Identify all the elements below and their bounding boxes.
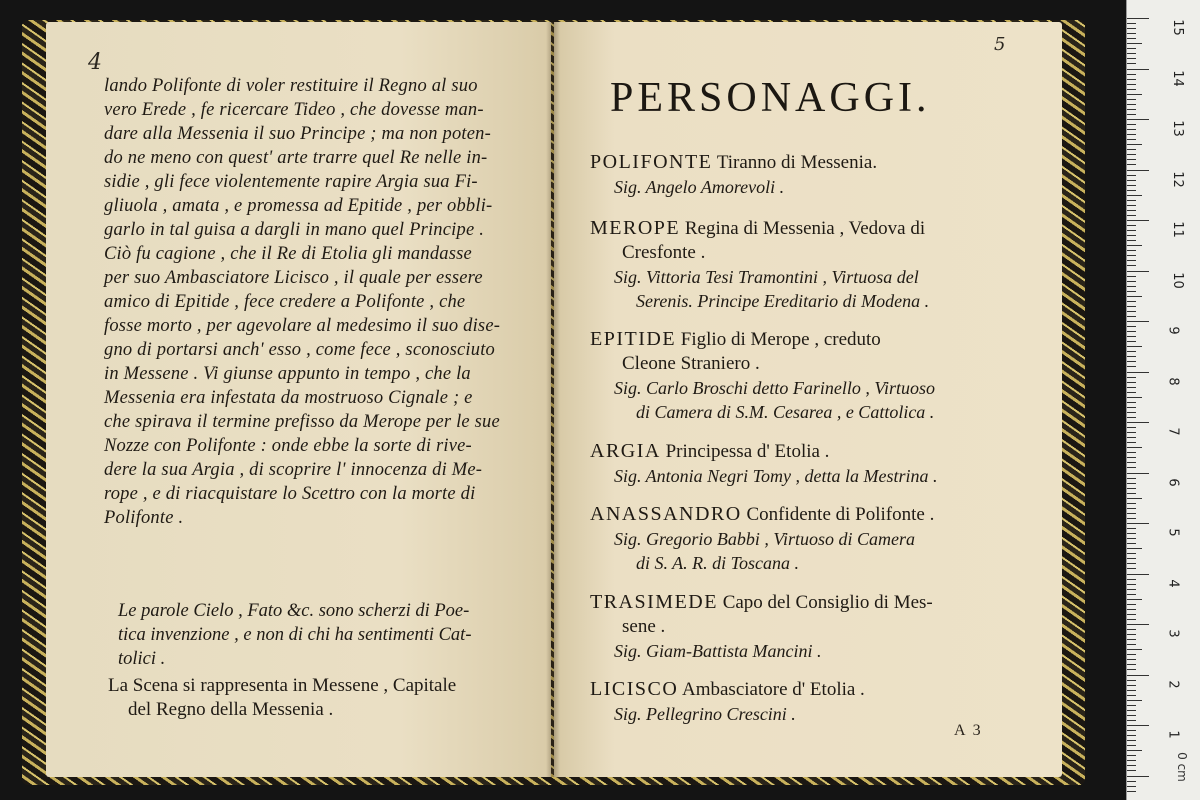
book-gutter [546,22,560,777]
ruler-label: 6 [1165,477,1181,487]
ruler-tick [1127,579,1136,580]
ruler-tick [1127,382,1136,383]
ruler-tick [1127,442,1136,443]
ruler-tick [1127,356,1136,357]
ruler-tick [1127,654,1136,655]
ruler-tick [1127,629,1136,630]
ruler-label: 7 [1165,427,1181,436]
ruler-tick [1127,750,1142,751]
ruler-tick [1127,649,1142,650]
text-line: gno di portarsi anch' esso , come fece , sconosciuto [104,340,495,360]
text-line: dare alla Messenia il suo Principe ; ma non poten- [104,124,491,144]
ruler-label: 13 [1169,120,1185,137]
ruler-tick [1127,392,1136,393]
ruler-tick [1127,745,1136,746]
ruler-tick [1127,457,1136,458]
ruler-tick [1127,23,1136,24]
character-role: Figlio di Merope , creduto [680,329,881,350]
ruler-tick [1127,124,1136,125]
ruler-tick [1127,200,1136,201]
ruler-tick [1127,185,1136,186]
ruler-tick [1127,281,1136,282]
character-entry [590,327,1060,424]
ruler-tick [1127,180,1136,181]
ruler-tick [1127,63,1136,64]
scene-setting [108,674,548,722]
ruler-tick [1127,331,1136,332]
character-role-cont: sene . [622,616,666,637]
ruler-tick [1127,311,1136,312]
character-name: POLIFONTE [590,151,713,173]
character-entry [590,150,1060,199]
right-page [554,22,1062,777]
ruler-tick [1127,518,1136,519]
cast-line: Sig. Giam-Battista Mancini . [614,641,822,661]
ruler-tick [1127,690,1136,691]
page-title: PERSONAGGI. [610,75,931,121]
ruler-tick [1127,715,1136,716]
disclaimer-note [118,599,528,671]
ruler-tick [1127,28,1136,29]
cast-line: Sig. Pellegrino Crescini . [614,704,796,724]
ruler-tick [1127,402,1136,403]
ruler-tick [1127,700,1142,701]
ruler-tick [1127,250,1136,251]
ruler-tick [1127,584,1136,585]
ruler-tick [1127,144,1142,145]
character-name: ARGIA [590,440,661,462]
ruler-label: 3 [1165,629,1181,638]
left-page-number: 4 [88,50,102,75]
character-entry [590,216,1060,313]
text-line: Messenia era infestata da mostruoso Cignale ; e [104,388,473,408]
text-line: do ne meno con quest' arte trarre quel Re nelle in- [104,148,488,168]
ruler-label: 5 [1165,528,1181,537]
ruler-tick [1127,129,1136,130]
ruler-tick [1127,473,1149,474]
ruler-tick [1127,58,1136,59]
ruler-tick [1127,316,1136,317]
open-book [46,22,1062,777]
ruler-tick [1127,695,1136,696]
character-entry [590,677,1060,726]
character-role: Confidente di Polifonte . [746,504,935,525]
text-line: dere la sua Argia , di scoprire l' innocenza di Me- [104,460,483,480]
ruler-tick [1127,478,1136,479]
ruler-tick [1127,69,1149,70]
ruler-tick [1127,33,1136,34]
ruler-tick [1127,488,1136,489]
ruler-tick [1127,614,1136,615]
ruler-tick [1127,346,1142,347]
ruler-tick [1127,235,1136,236]
text-line: che spirava il termine prefisso da Merope per le sue [104,412,500,432]
ruler-tick [1127,548,1142,549]
scale-ruler [1126,0,1200,800]
ruler-tick [1127,685,1136,686]
ruler-label: 10 [1169,271,1185,289]
ruler-tick [1127,265,1136,266]
ruler-tick [1127,452,1136,453]
ruler-tick [1127,366,1136,367]
ruler-tick [1127,296,1142,297]
ruler-tick [1127,669,1136,670]
ruler-tick [1127,53,1136,54]
ruler-tick [1127,639,1136,640]
ruler-tick [1127,321,1149,322]
ruler-tick [1127,503,1136,504]
ruler-tick [1127,407,1136,408]
ruler-tick [1127,387,1136,388]
character-role: Tiranno di Messenia. [716,152,878,173]
ruler-tick [1127,164,1136,165]
ruler-tick [1127,634,1136,635]
character-role: Capo del Consiglio di Mes- [722,592,933,613]
text-line: fosse morto , per agevolare al medesimo il suo dise- [104,316,501,336]
cast-line: Sig. Carlo Broschi detto Farinello , Virtuoso [614,378,935,398]
ruler-label: 8 [1165,376,1181,386]
ruler-tick [1127,589,1136,590]
ruler-tick [1127,245,1142,246]
ruler-tick [1127,149,1136,150]
ruler-tick [1127,765,1136,766]
ruler-tick [1127,619,1136,620]
character-role-cont: Cresfonte . [622,242,706,263]
ruler-tick [1127,48,1136,49]
ruler-tick [1127,760,1136,761]
ruler-tick [1127,215,1136,216]
scene-line: del Regno della Messenia . [128,699,334,720]
ruler-tick [1127,18,1149,19]
cast-line: Serenis. Principe Ereditario di Modena . [636,291,930,311]
ruler-tick [1127,210,1136,211]
ruler-tick [1127,609,1136,610]
left-page [46,22,551,777]
ruler-tick [1127,220,1149,221]
ruler-tick [1127,427,1136,428]
ruler-tick [1127,301,1136,302]
ruler-tick [1127,528,1136,529]
ruler-tick [1127,680,1136,681]
ruler-tick [1127,94,1142,95]
character-entry [590,502,1060,575]
note-line: tolici . [118,649,166,669]
ruler-tick [1127,558,1136,559]
ruler-tick [1127,508,1136,509]
ruler-tick [1127,372,1149,373]
character-name: MEROPE [590,217,681,239]
character-name: TRASIMEDE [590,591,718,613]
text-line: gliuola , amata , e promessa ad Epitide , per obbli- [104,196,493,216]
right-page-number: 5 [994,34,1006,55]
ruler-tick [1127,89,1136,90]
ruler-tick [1127,104,1136,105]
ruler-tick [1127,139,1136,140]
ruler-tick [1127,604,1136,605]
ruler-tick [1127,154,1136,155]
ruler-tick [1127,432,1136,433]
note-line: tica invenzione , e non di chi ha sentimenti Cat- [118,625,472,645]
ruler-tick [1127,781,1136,782]
ruler-tick [1127,361,1136,362]
ruler-label: 1 [1165,730,1181,739]
ruler-tick [1127,730,1136,731]
ruler-label: 15 [1169,19,1185,36]
ruler-label: 14 [1169,69,1185,87]
ruler-tick [1127,786,1136,787]
cast-line: Sig. Antonia Negri Tomy , detta la Mestrina . [614,466,938,486]
text-line: in Messene . Vi giunse appunto in tempo , che la [104,364,471,384]
ruler-tick [1127,43,1142,44]
character-name: EPITIDE [590,328,677,350]
ruler-tick [1127,664,1136,665]
ruler-tick [1127,447,1142,448]
ruler-tick [1127,306,1136,307]
ruler-tick [1127,533,1136,534]
ruler-tick [1127,79,1136,80]
ruler-tick [1127,755,1136,756]
ruler-tick [1127,538,1136,539]
ruler-tick [1127,84,1136,85]
ruler-tick [1127,134,1136,135]
text-line: lando Polifonte di voler restituire il Regno al suo [104,76,478,96]
ruler-label: 12 [1169,170,1185,188]
character-role: Regina di Messenia , Vedova di [684,218,926,239]
ruler-tick [1127,377,1136,378]
character-name: LICISCO [590,678,679,700]
ruler-tick [1127,513,1136,514]
ruler-tick [1127,276,1136,277]
character-role: Principessa d' Etolia . [665,441,830,462]
ruler-tick [1127,594,1136,595]
note-line: Le parole Cielo , Fato &c. sono scherzi di Poe- [118,601,470,621]
ruler-tick [1127,119,1149,120]
character-role-cont: Cleone Straniero . [622,353,760,374]
ruler-tick [1127,467,1136,468]
ruler-tick [1127,644,1136,645]
text-line: amico di Epitide , fece credere a Polifonte , che [104,292,466,312]
text-line: per suo Ambasciatore Licisco , il quale per essere [104,268,483,288]
scene-line: La Scena si rappresenta in Messene , Capitale [108,675,457,696]
cast-line: Sig. Angelo Amorevoli . [614,177,785,197]
ruler-tick [1127,341,1136,342]
left-body-text [104,74,534,530]
text-line: Polifonte . [104,508,184,528]
cast-line: di Camera di S.M. Cesarea , e Cattolica . [636,402,935,422]
ruler-tick [1127,205,1136,206]
ruler-tick [1127,568,1136,569]
character-name: ANASSANDRO [590,503,742,525]
ruler-tick [1127,74,1136,75]
signature-mark: A 3 [954,722,983,739]
character-entry [590,439,1060,488]
ruler-tick [1127,99,1136,100]
ruler-tick [1127,170,1149,171]
ruler-tick [1127,417,1136,418]
ruler-tick [1127,240,1136,241]
ruler-tick [1127,710,1136,711]
ruler-tick [1127,195,1142,196]
ruler-label: 11 [1169,221,1185,238]
ruler-tick [1127,483,1136,484]
ruler-tick [1127,574,1149,575]
ruler-tick [1127,114,1136,115]
ruler-tick [1127,190,1136,191]
ruler-tick [1127,437,1136,438]
ruler-tick [1127,351,1136,352]
ruler-tick [1127,498,1142,499]
ruler-tick [1127,523,1149,524]
ruler-tick [1127,720,1136,721]
ruler-tick [1127,255,1136,256]
ruler-tick [1127,735,1136,736]
text-line: garlo in tal guisa a dargli in mano quel Principe . [104,220,485,240]
ruler-label: 2 [1165,679,1181,689]
ruler-tick [1127,776,1149,777]
ruler-tick [1127,397,1142,398]
ruler-tick [1127,659,1136,660]
ruler-tick [1127,422,1149,423]
ruler-tick [1127,230,1136,231]
character-entry [590,590,1060,663]
ruler-tick [1127,675,1149,676]
ruler-tick [1127,493,1136,494]
ruler-tick [1127,553,1136,554]
ruler-unit-label: 0 cm [1174,752,1189,782]
ruler-tick [1127,624,1149,625]
ruler-tick [1127,563,1136,564]
character-role: Ambasciatore d' Etolia . [682,679,865,700]
ruler-tick [1127,725,1149,726]
ruler-tick [1127,705,1136,706]
cast-line: Sig. Gregorio Babbi , Virtuoso di Camera [614,529,915,549]
ruler-tick [1127,175,1136,176]
ruler-tick [1127,336,1136,337]
cast-line: di S. A. R. di Toscana . [636,553,800,573]
text-line: Ciò fu cagione , che il Re di Etolia gli mandasse [104,244,472,264]
text-line: rope , e di riacquistare lo Scettro con la morte di [104,484,476,504]
ruler-tick [1127,38,1136,39]
ruler-tick [1127,260,1136,261]
ruler-tick [1127,740,1136,741]
ruler-tick [1127,412,1136,413]
ruler-tick [1127,159,1136,160]
ruler-tick [1127,791,1136,792]
ruler-tick [1127,109,1136,110]
ruler-tick [1127,271,1149,272]
text-line: sidie , gli fece violentemente rapire Argia sua Fi- [104,172,478,192]
ruler-tick [1127,462,1136,463]
ruler-tick [1127,225,1136,226]
ruler-tick [1127,326,1136,327]
ruler-label: 9 [1165,326,1181,335]
ruler-tick [1127,286,1136,287]
text-line: Nozze con Polifonte : onde ebbe la sorte di rive- [104,436,472,456]
ruler-tick [1127,291,1136,292]
ruler-label: 4 [1165,578,1181,588]
ruler-tick [1127,770,1136,771]
ruler-tick [1127,599,1142,600]
text-line: vero Erede , fe ricercare Tideo , che dovesse man- [104,100,484,120]
cast-line: Sig. Vittoria Tesi Tramontini , Virtuosa del [614,267,919,287]
ruler-tick [1127,543,1136,544]
